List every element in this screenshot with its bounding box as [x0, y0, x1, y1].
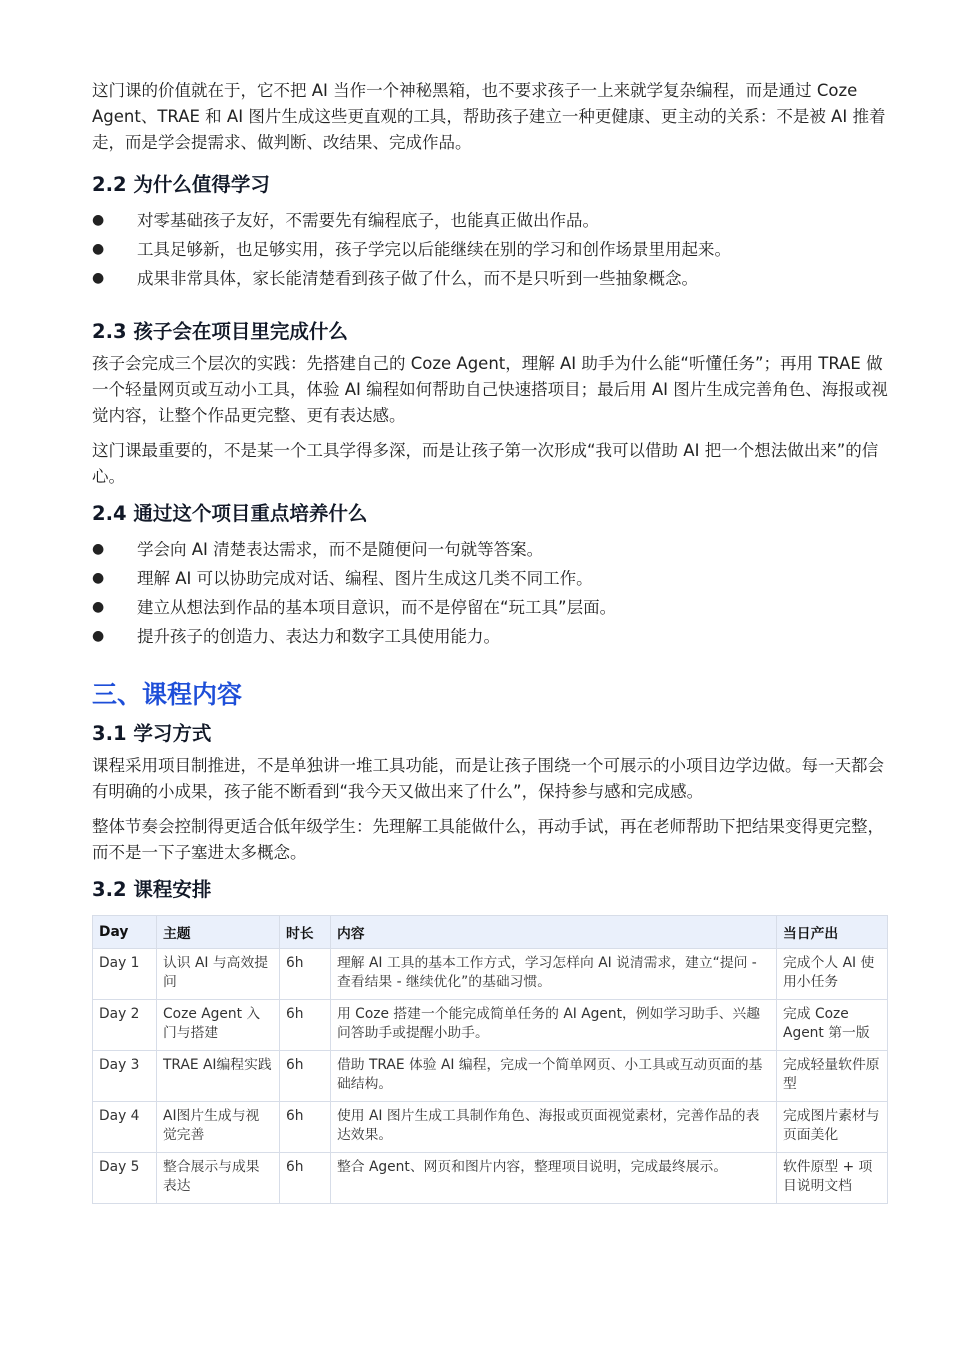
- table-cell: 完成 Coze Agent 第一版: [777, 1000, 888, 1051]
- table-row: [93, 1102, 888, 1153]
- section-2-3-paragraph-2: 这门课最重要的，不是某一个工具学得多深，而是让孩子第一次形成“我可以借助 AI 把一个想法做出来”的信心。: [92, 441, 879, 486]
- table-cell: 认识 AI 与高效提问: [157, 949, 280, 1000]
- list-item: ● 学会向 AI 清楚表达需求，而不是随便问一句就等答案。: [92, 535, 888, 564]
- section-3-2-heading: 3.2 课程安排: [92, 878, 212, 901]
- table-cell: 6h: [280, 1000, 331, 1051]
- section-3-1-paragraph-2: 整体节奏会控制得更适合低年级学生：先理解工具能做什么，再动手试，再在老师帮助下把结果变得更完整，而不是一下子塞进太多概念。: [92, 817, 884, 862]
- list-item: ● 成果非常具体，家长能清楚看到孩子做了什么，而不是只听到一些抽象概念。: [92, 264, 888, 293]
- list-item: ● 工具足够新，也足够实用，孩子学完以后能继续在别的学习和创作场景里用起来。: [92, 235, 888, 264]
- section-2-2-list: [92, 206, 888, 293]
- list-item: ● 提升孩子的创造力、表达力和数字工具使用能力。: [92, 622, 888, 651]
- column-header-duration: 时长: [280, 916, 331, 949]
- table-cell: 借助 TRAE 体验 AI 编程，完成一个简单网页、小工具或互动页面的基础结构。: [331, 1051, 777, 1102]
- table-cell: AI图片生成与视觉完善: [157, 1102, 280, 1153]
- table-cell: 完成轻量软件原型: [777, 1051, 888, 1102]
- table-cell: 6h: [280, 1102, 331, 1153]
- document-page: [92, 78, 888, 1204]
- bullet-icon: ●: [92, 212, 105, 228]
- table-cell: 整合展示与成果表达: [157, 1153, 280, 1204]
- section-3-1-paragraph-1: 课程采用项目制推进，不是单独讲一堆工具功能，而是让孩子围绕一个可展示的小项目边学边做。每一天都会有明确的小成果，孩子能不断看到“我今天又做出来了什么”，保持参与感和完成感。: [92, 756, 884, 801]
- table-header-row: [93, 916, 888, 949]
- bullet-icon: ●: [92, 270, 105, 286]
- table-cell: 整合 Agent、网页和图片内容，整理项目说明，完成最终展示。: [331, 1153, 777, 1204]
- column-header-content: 内容: [331, 916, 777, 949]
- list-item: ● 理解 AI 可以协助完成对话、编程、图片生成这几类不同工作。: [92, 564, 888, 593]
- table-cell: 使用 AI 图片生成工具制作角色、海报或页面视觉素材，完善作品的表达效果。: [331, 1102, 777, 1153]
- table-cell: 用 Coze 搭建一个能完成简单任务的 AI Agent，例如学习助手、兴趣问答助手或提醒小助手。: [331, 1000, 777, 1051]
- table-row: [93, 1051, 888, 1102]
- table-cell: 6h: [280, 1051, 331, 1102]
- table-cell: 6h: [280, 949, 331, 1000]
- table-cell: 6h: [280, 1153, 331, 1204]
- list-item: ● 建立从想法到作品的基本项目意识，而不是停留在“玩工具”层面。: [92, 593, 888, 622]
- bullet-icon: ●: [92, 541, 105, 557]
- table-cell: 软件原型 + 项目说明文档: [777, 1153, 888, 1204]
- table-row: [93, 1153, 888, 1204]
- column-header-output: 当日产出: [777, 916, 888, 949]
- schedule-table: [92, 915, 888, 1204]
- bullet-icon: ●: [92, 570, 105, 586]
- intro-paragraph: 这门课的价值就在于，它不把 AI 当作一个神秘黑箱，也不要求孩子一上来就学复杂编程，而是通过 Coze Agent、TRAE 和 AI 图片生成这些更直观的工具，帮助孩子建立一种更健康、更主动的关系：不是被 AI 推着走，而是学会提需求、做判断、改结果、完成作品。: [92, 81, 886, 152]
- section-2-2-heading: 2.2 为什么值得学习: [92, 173, 270, 196]
- table-cell: TRAE AI编程实践: [157, 1051, 280, 1102]
- chapter-3-heading: 三、课程内容: [92, 680, 243, 709]
- table-cell: Day 1: [93, 949, 157, 1000]
- table-row: [93, 1000, 888, 1051]
- table-row: [93, 949, 888, 1000]
- table-cell: Day 4: [93, 1102, 157, 1153]
- table-cell: 理解 AI 工具的基本工作方式，学习怎样向 AI 说清需求，建立“提问 - 查看结果 - 继续优化”的基础习惯。: [331, 949, 777, 1000]
- column-header-day: Day: [93, 916, 157, 949]
- section-2-4-heading: 2.4 通过这个项目重点培养什么: [92, 502, 368, 525]
- table-cell: Day 5: [93, 1153, 157, 1204]
- table-cell: Day 3: [93, 1051, 157, 1102]
- section-2-3-heading: 2.3 孩子会在项目里完成什么: [92, 320, 348, 343]
- table-cell: Coze Agent 入门与搭建: [157, 1000, 280, 1051]
- bullet-icon: ●: [92, 241, 105, 257]
- section-2-4-list: [92, 535, 888, 651]
- section-3-1-heading: 3.1 学习方式: [92, 722, 212, 745]
- table-cell: 完成个人 AI 使用小任务: [777, 949, 888, 1000]
- column-header-topic: 主题: [157, 916, 280, 949]
- table-cell: Day 2: [93, 1000, 157, 1051]
- table-cell: 完成图片素材与页面美化: [777, 1102, 888, 1153]
- section-2-3-paragraph-1: 孩子会完成三个层次的实践：先搭建自己的 Coze Agent，理解 AI 助手为什么能“听懂任务”；再用 TRAE 做一个轻量网页或互动小工具，体验 AI 编程如何帮助自己快速搭项目；最后用 AI 图片生成完善角色、海报或视觉内容，让整个作品更完整、更有表达感。: [92, 354, 888, 425]
- list-item: ● 对零基础孩子友好，不需要先有编程底子，也能真正做出作品。: [92, 206, 888, 235]
- bullet-icon: ●: [92, 599, 105, 615]
- bullet-icon: ●: [92, 628, 105, 644]
